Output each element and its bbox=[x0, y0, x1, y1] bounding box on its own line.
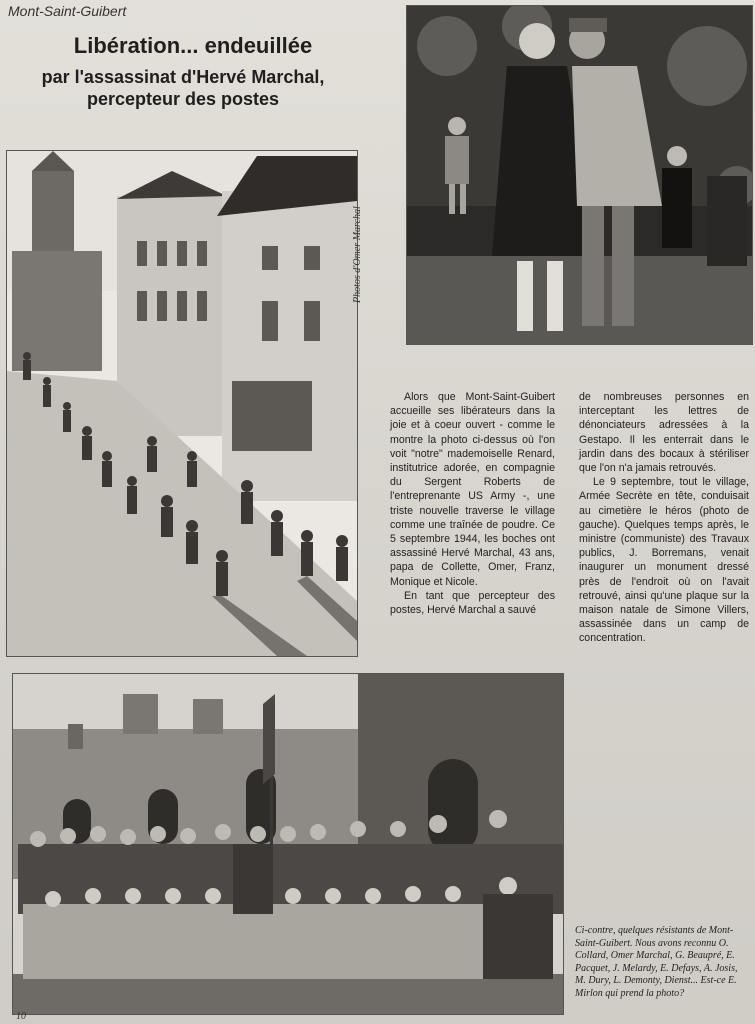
photo-credit: Photos d'Omer Marchal bbox=[352, 206, 363, 304]
resistants-image bbox=[13, 674, 563, 1014]
page-number: 10 bbox=[16, 1011, 26, 1022]
article-column-2 bbox=[579, 390, 749, 646]
article-subtitle bbox=[8, 66, 358, 110]
couple-image bbox=[407, 6, 752, 344]
article-paragraph: de nombreuses personnes en interceptant les lettres de dénonciateurs adressées à la Gestapo. Il les enterrait dans le jardin dans des bocaux à stériliser que l'on n'a jamais retrouvés. bbox=[579, 391, 749, 475]
article-title: Libération... endeuillée bbox=[73, 33, 313, 58]
article-paragraph: En tant que percepteur des postes, Hervé Marchal a sauvé bbox=[390, 589, 555, 617]
photo-caption: Ci-contre, quelques résistants de Mont-Saint-Guibert. Nous avons reconnu O. Collard, Omer Marchal, G. Beaupré, E. Pacquet, J. Melardy, E. Defays, A. Josis, M. Dury, L. Demonty, Dienst... Est-ce E. Mirlon qui prend la photo? bbox=[575, 925, 738, 999]
subtitle-line-2: percepteur des postes bbox=[86, 89, 280, 109]
article-paragraph: Alors que Mont-Saint-Guibert accueille ses libérateurs dans la joie et à coeur ouvert - comme le montre la photo ci-dessus où l'on voit "notre" mademoiselle Renard, institutrice adorée, en compagnie du Sergent Roberts de l'entreprenante US Army -, une triste nouvelle traverse le village comme une traînée de poudre. Ce 5 septembre 1944, les boches ont assassiné Hervé Marchal, 43 ans, papa de Collette, Omer, Franz, Monique et Nicole. bbox=[390, 391, 555, 588]
article-paragraph: Le 9 septembre, tout le village, Armée Secrète en tête, conduisait au cimetière le héros (photo de gauche). Quelques temps après, le ministre (communiste) des Travaux publics, J. Borremans, venait inaugurer un monument dressé près de l'endroit où on l'avait retrouvé, ainsi qu'une plaque sur la maison natale de Simone Villers, assassinée dans un camp de concentration. bbox=[579, 476, 749, 645]
article-column-1 bbox=[390, 390, 555, 617]
procession-photo bbox=[6, 150, 358, 657]
subtitle-line-1: par l'assassinat d'Hervé Marchal, bbox=[41, 67, 325, 87]
procession-image bbox=[7, 151, 357, 656]
couple-photo bbox=[406, 5, 753, 345]
resistants-photo bbox=[12, 673, 564, 1015]
section-label: Mont-Saint-Guibert bbox=[8, 3, 127, 19]
